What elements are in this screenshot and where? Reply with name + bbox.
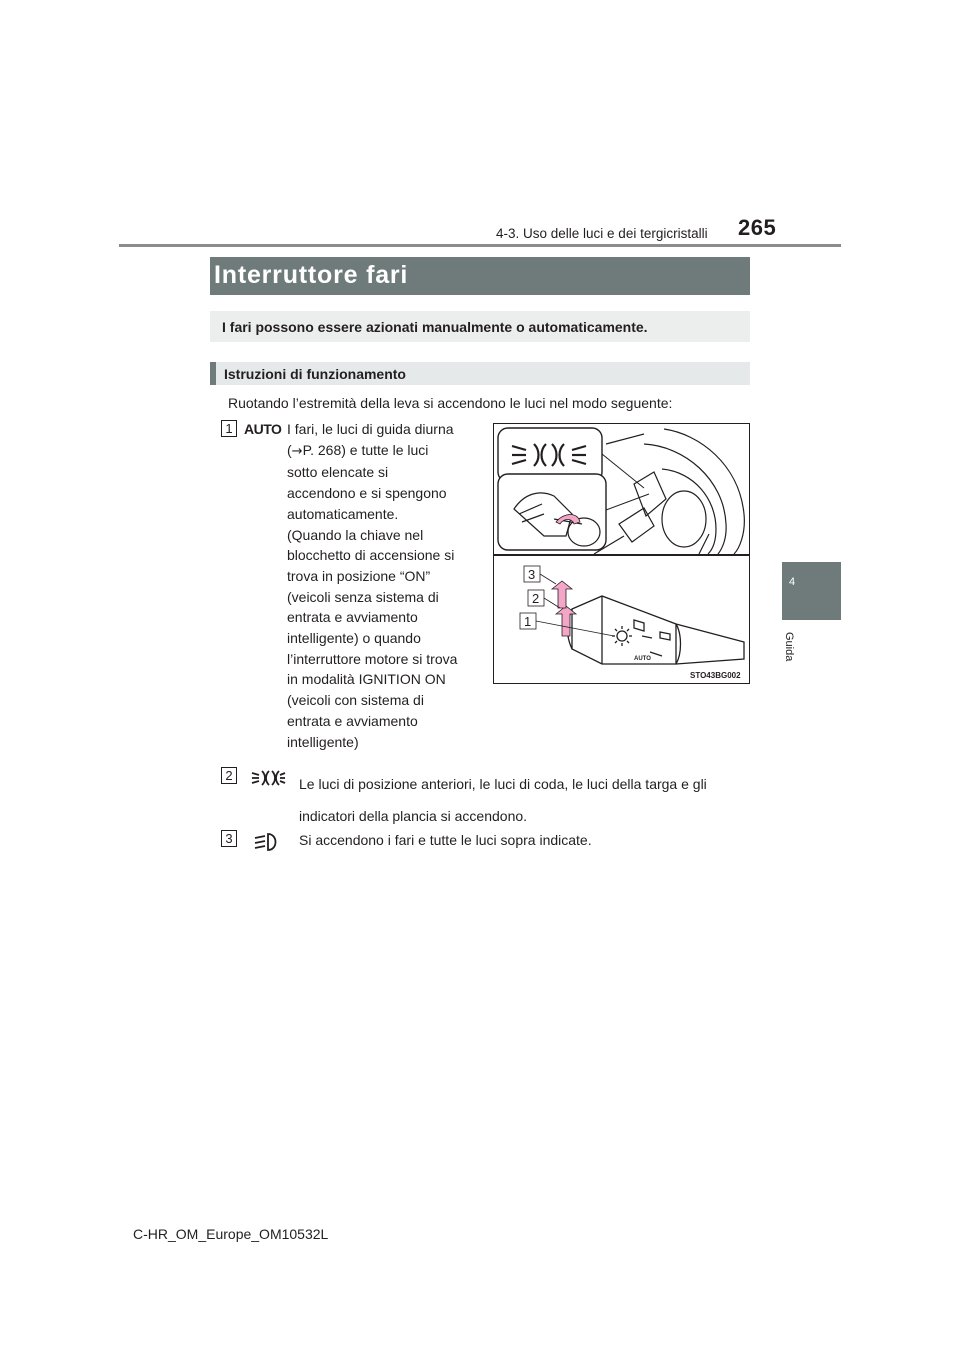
item-3-description: Si accendono i fari e tutte le luci sopra indicate. — [299, 832, 592, 848]
item-1-line: I fari, le luci di guida diurna — [287, 421, 454, 437]
item-1-description — [287, 419, 480, 752]
item-1-line: (veicoli con sistema di — [287, 692, 424, 709]
page-number: 265 — [738, 215, 777, 240]
parking-lights-icon — [250, 768, 286, 793]
chapter-label: Guida — [783, 632, 795, 662]
intro-text: I fari possono essere azionati manualmente o automaticamente. — [222, 319, 648, 335]
page-title: Interruttore fari — [214, 261, 409, 289]
callout-1: 1 — [524, 614, 532, 629]
headlight-switch-illustration — [493, 423, 750, 684]
item-1-line: l’interruttore motore si trova — [287, 650, 458, 667]
item-1-line: blocchetto di accensione si — [287, 547, 455, 564]
chapter-number: 4 — [789, 576, 796, 588]
item-1-line: sotto elencate si — [287, 464, 389, 481]
steering-wheel-drawing — [594, 429, 744, 554]
item-1-line: automaticamente. — [287, 505, 399, 522]
subheading: Istruzioni di funzionamento — [224, 366, 406, 382]
item-1-line: entrata e avviamento — [287, 712, 418, 729]
auto-mode-icon: AUTO — [244, 421, 282, 437]
low-beam-icon — [254, 832, 280, 857]
item-1-line: (→P. 268) e tutte le luci — [287, 441, 429, 459]
item-1-line: (Quando la chiave nel — [287, 526, 424, 543]
figure-divider — [494, 554, 750, 556]
document-id: C-HR_OM_Europe_OM10532L — [133, 1226, 329, 1242]
lead-text: Ruotando l’estremità della leva si accendono le luci nel modo seguente: — [228, 395, 673, 411]
figure-code: STO43BG002 — [690, 671, 741, 680]
subheading-accent — [210, 362, 216, 385]
item-1-line: intelligente) o quando — [287, 630, 421, 647]
item-1-line: in modalità IGNITION ON — [287, 671, 446, 688]
item-marker-2: 2 — [221, 767, 237, 784]
lever-auto-label: AUTO — [634, 656, 651, 662]
section-breadcrumb: 4-3. Uso delle luci e dei tergicristalli — [496, 226, 708, 241]
chapter-tab — [782, 562, 841, 620]
item-2-description: Le luci di posizione anteriori, le luci di coda, le luci della targa e gli indicatori della plancia si accendono. — [299, 776, 707, 824]
item-marker-3: 3 — [221, 830, 237, 847]
page-ref-arrow-icon: → — [291, 443, 303, 459]
item-1-line: (veicoli senza sistema di — [287, 588, 439, 605]
callout-2: 2 — [532, 591, 540, 606]
item-1-line: entrata e avviamento — [287, 609, 418, 626]
item-1-line: accendono e si spengono — [287, 485, 447, 502]
item-marker-1: 1 — [221, 420, 237, 437]
item-1-line: trova in posizione “ON” — [287, 567, 431, 584]
callout-3: 3 — [528, 567, 536, 582]
header-rule — [119, 244, 841, 247]
lever-drawing — [568, 596, 745, 664]
item-1-line: intelligente) — [287, 733, 359, 750]
position-arrow-upper — [552, 581, 572, 608]
